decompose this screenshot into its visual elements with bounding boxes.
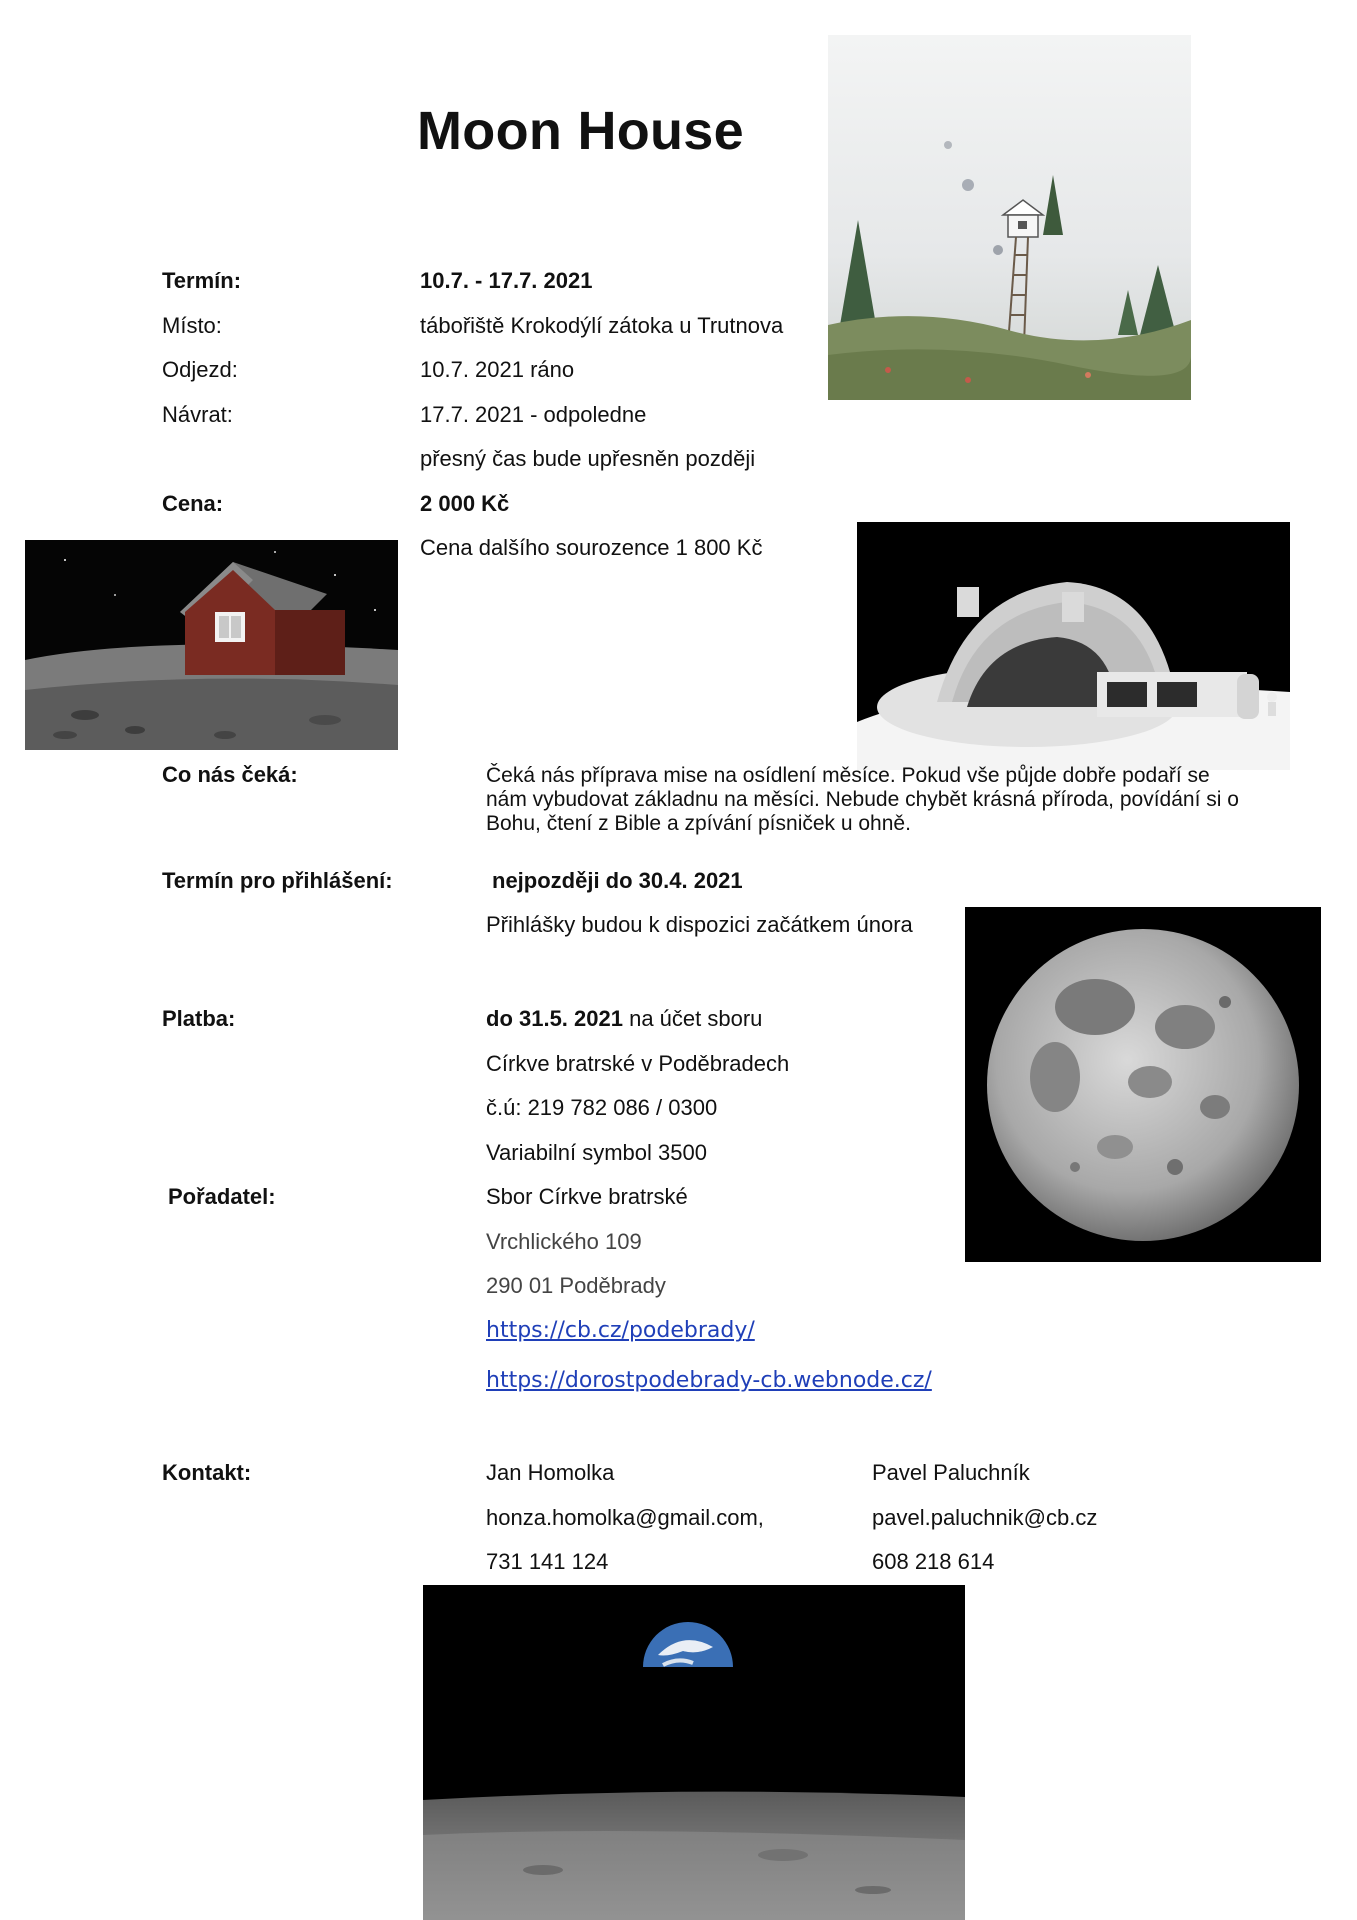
registration-label: Termín pro přihlášení: (162, 868, 393, 893)
payment-deadline-rest: na účet sboru (622, 1006, 763, 1031)
return-value: 17.7. 2021 - odpoledne (420, 402, 647, 427)
place-label: Místo: (162, 313, 222, 338)
return-note: přesný čas bude upřesněn později (420, 446, 756, 471)
term-value: 10.7. - 17.7. 2021 (420, 268, 593, 293)
full-moon-image (965, 907, 1321, 1262)
registration-note: Přihlášky budou k dispozici začátkem února (486, 912, 913, 937)
earthrise-image (423, 1585, 965, 1920)
page-title: Moon House (417, 101, 744, 161)
contact-label: Kontakt: (162, 1460, 252, 1485)
price-label: Cena: (162, 491, 224, 516)
organizer-label: Pořadatel: (168, 1184, 276, 1209)
payment-church: Církve bratrské v Poděbradech (486, 1051, 790, 1076)
return-label: Návrat: (162, 402, 233, 427)
contact1-phone: 731 141 124 (486, 1549, 609, 1574)
organizer-name: Sbor Církve bratrské (486, 1184, 688, 1209)
moon-house-image (828, 35, 1191, 400)
payment-deadline (486, 1006, 762, 1032)
payment-label: Platba: (162, 1006, 236, 1031)
organizer-city: 290 01 Poděbrady (486, 1273, 666, 1298)
organizer-street: Vrchlického 109 (486, 1229, 642, 1254)
red-cabin-image (25, 540, 398, 750)
organizer-link-youth[interactable]: https://dorostpodebrady-cb.webnode.cz/ (486, 1368, 932, 1393)
contact1-email: honza.homolka@gmail.com, (486, 1505, 764, 1530)
price-sibling: Cena dalšího sourozence 1 800 Kč (420, 535, 763, 560)
contact1-name: Jan Homolka (486, 1460, 615, 1485)
payment-account: č.ú: 219 782 086 / 0300 (486, 1095, 718, 1120)
departure-value: 10.7. 2021 ráno (420, 357, 575, 382)
departure-label: Odjezd: (162, 357, 238, 382)
price-value: 2 000 Kč (420, 491, 510, 516)
contact2-phone: 608 218 614 (872, 1549, 995, 1574)
place-value: tábořiště Krokodýlí zátoka u Trutnova (420, 313, 784, 338)
payment-deadline-date: do 31.5. 2021 (486, 1006, 623, 1031)
term-label: Termín: (162, 268, 242, 293)
registration-deadline: nejpozději do 30.4. 2021 (492, 868, 743, 893)
payment-variable-symbol: Variabilní symbol 3500 (486, 1140, 707, 1165)
contact2-name: Pavel Paluchník (872, 1460, 1030, 1485)
program-label: Co nás čeká: (162, 762, 298, 787)
organizer-link-church[interactable]: https://cb.cz/podebrady/ (486, 1318, 755, 1343)
program-text: Čeká nás příprava mise na osídlení měsíce. Pokud vše půjde dobře podaří se nám vybudovat základnu na měsíci. Nebude chybět krásná příroda, povídání si o Bohu, čtení z Bible a zpívání písniček u ohně. (486, 764, 1239, 835)
lunar-base-image (857, 522, 1290, 770)
contact2-email: pavel.paluchnik@cb.cz (872, 1505, 1098, 1530)
